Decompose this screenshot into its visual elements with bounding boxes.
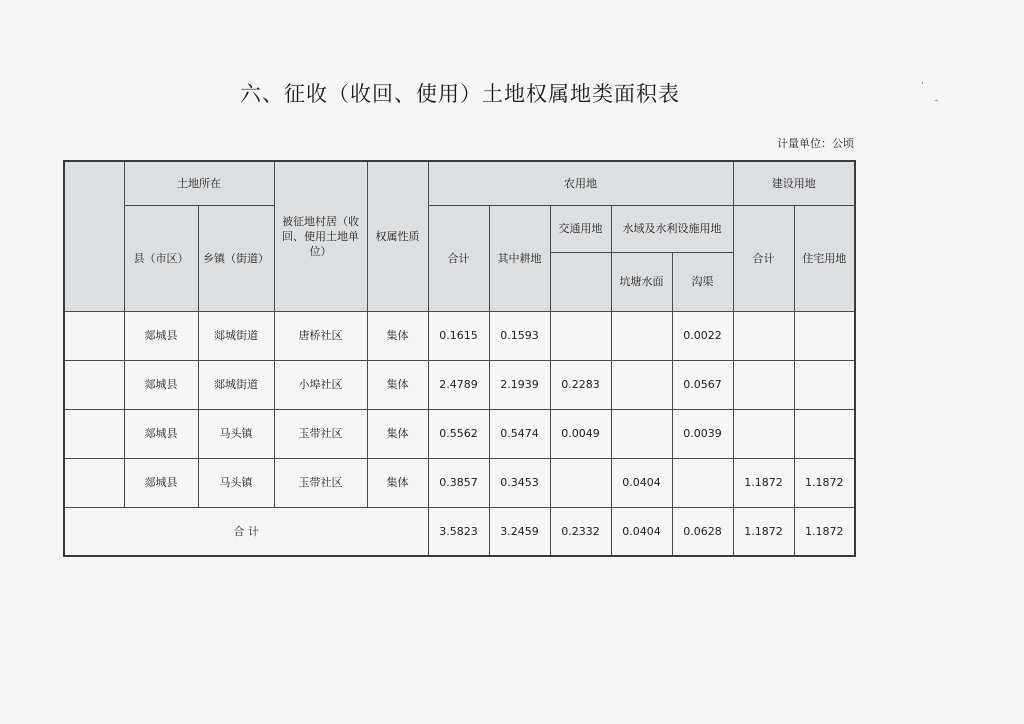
header-water: 水域及水利设施用地 [611,205,733,252]
cell-transport: 0.0049 [550,409,611,458]
cell-village: 玉带社区 [274,409,367,458]
cell-farm-total: 0.3857 [428,458,489,507]
table-row [64,311,855,360]
cell-ownership: 集体 [367,458,428,507]
total-cultivated: 3.2459 [489,507,550,556]
total-ditch: 0.0628 [672,507,733,556]
page-title: 六、征收（收回、使用）土地权属地类面积表 [240,82,680,106]
cell-county: 郯城县 [124,360,198,409]
header-transport: 交通用地 [550,205,611,252]
cell-ownership: 集体 [367,409,428,458]
total-residential: 1.1872 [794,507,855,556]
total-cons-total: 1.1872 [733,507,794,556]
cell-transport: 0.2283 [550,360,611,409]
cell-town: 马头镇 [198,409,274,458]
header-pond: 坑塘水面 [611,252,672,311]
header-farmland: 农用地 [428,161,733,205]
cell-town: 郯城街道 [198,360,274,409]
cell-residential: 1.1872 [794,458,855,507]
table-row [64,409,855,458]
cell-pond: 0.0404 [611,458,672,507]
cell-transport [550,458,611,507]
cell-town: 马头镇 [198,458,274,507]
cell-county: 郯城县 [124,458,198,507]
cell-cultivated: 0.1593 [489,311,550,360]
cell-village: 玉带社区 [274,458,367,507]
row-blank-cell [64,409,124,458]
header-ditch: 沟渠 [672,252,733,311]
header-ownership: 权属性质 [367,161,428,311]
unit-label: 计量单位：公顷 [777,137,854,150]
cell-residential [794,360,855,409]
table-row [64,458,855,507]
cell-ditch [672,458,733,507]
cell-pond [611,360,672,409]
cell-ditch: 0.0567 [672,360,733,409]
cell-residential [794,409,855,458]
cell-cultivated: 0.5474 [489,409,550,458]
blank-header-cell [64,161,124,311]
total-row [64,507,855,556]
cell-county: 郯城县 [124,409,198,458]
cell-farm-total: 0.1615 [428,311,489,360]
cell-farm-total: 0.5562 [428,409,489,458]
header-construction: 建设用地 [733,161,855,205]
header-transport-blank [550,252,611,311]
cell-ditch: 0.0039 [672,409,733,458]
cell-cons-total [733,360,794,409]
header-village: 被征地村居（收回、使用土地单位） [274,161,367,311]
cell-cons-total [733,311,794,360]
cell-county: 郯城县 [124,311,198,360]
header-farm-total: 合计 [428,205,489,311]
cell-cultivated: 2.1939 [489,360,550,409]
cell-ownership: 集体 [367,360,428,409]
cell-pond [611,409,672,458]
cell-cultivated: 0.3453 [489,458,550,507]
cell-cons-total [733,409,794,458]
cell-cons-total: 1.1872 [733,458,794,507]
total-pond: 0.0404 [611,507,672,556]
scan-speck [922,82,923,84]
cell-village: 小埠社区 [274,360,367,409]
header-location: 土地所在 [124,161,274,205]
land-area-table [63,160,856,557]
row-blank-cell [64,311,124,360]
scan-speck [935,100,938,101]
header-cons-total: 合计 [733,205,794,311]
cell-village: 唐桥社区 [274,311,367,360]
header-county: 县（市区） [124,205,198,311]
cell-farm-total: 2.4789 [428,360,489,409]
total-farm-total: 3.5823 [428,507,489,556]
total-transport: 0.2332 [550,507,611,556]
header-town: 乡镇（街道） [198,205,274,311]
header-cultivated: 其中耕地 [489,205,550,311]
cell-ditch: 0.0022 [672,311,733,360]
row-blank-cell [64,458,124,507]
cell-town: 郯城街道 [198,311,274,360]
row-blank-cell [64,360,124,409]
cell-pond [611,311,672,360]
cell-residential [794,311,855,360]
header-residential: 住宅用地 [794,205,855,311]
cell-ownership: 集体 [367,311,428,360]
cell-transport [550,311,611,360]
table-row [64,360,855,409]
total-label: 合 计 [64,507,428,556]
